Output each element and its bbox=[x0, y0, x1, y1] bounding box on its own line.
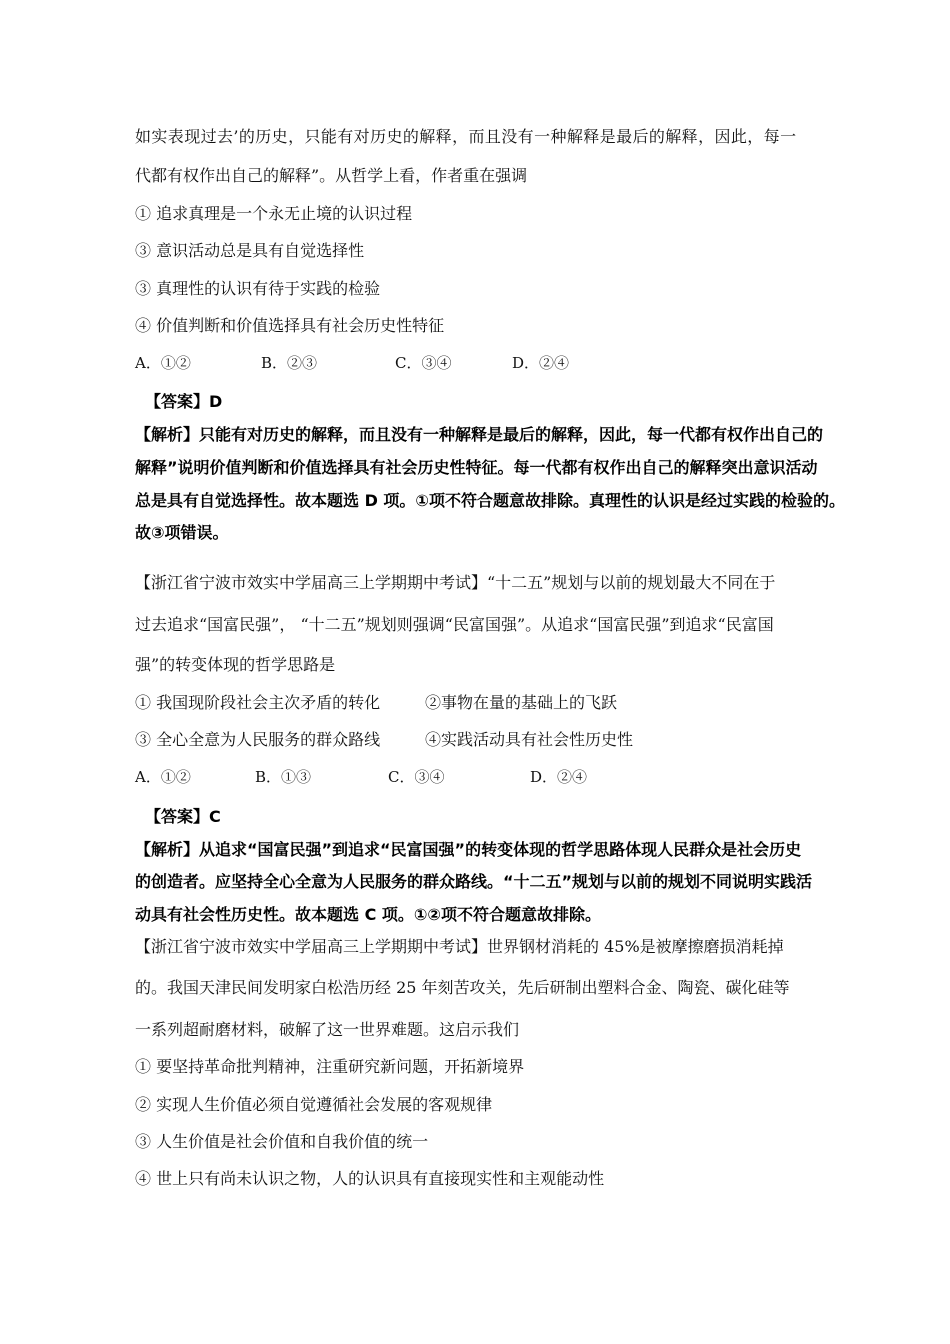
q3-stem-line-1: 【浙江省宁波市效实中学届高三上学期期中考试】世界钢材消耗的 45%是被摩擦磨损消耗掉 bbox=[135, 937, 784, 956]
q1-analysis-line-2: 解释”说明价值判断和价值选择具有社会历史性特征。每一代都有权作出自己的解释突出意识活动 bbox=[135, 458, 818, 477]
q2-option-d: D．②④ bbox=[530, 768, 588, 786]
q1-option-a: A．①② bbox=[135, 354, 191, 372]
q3-stem-line-3: 一系列超耐磨材料，破解了这一世界难题。这启示我们 bbox=[135, 1020, 520, 1039]
q1-stem-line-1: 如实表现过去’的历史，只能有对历史的解释，而且没有一种解释是最后的解释，因此，每一 bbox=[135, 127, 797, 146]
q1-option-d: D．②④ bbox=[512, 354, 570, 372]
q1-item-1: ① 追求真理是一个永无止境的认识过程 bbox=[135, 204, 413, 223]
q1-item-2: ③ 意识活动总是具有自觉选择性 bbox=[135, 241, 365, 260]
q1-answer: 【答案】D bbox=[145, 392, 223, 411]
q2-item-1: ① 我国现阶段社会主次矛盾的转化 bbox=[135, 693, 381, 712]
q2-stem-line-3: 强”的转变体现的哲学思路是 bbox=[135, 655, 336, 674]
q2-stem-line-2: 过去追求“国富民强”， “十二五”规划则强调“民富国强”。从追求“国富民强”到追求“民富国 bbox=[135, 615, 774, 634]
q1-stem-line-2: 代都有权作出自己的解释”。从哲学上看，作者重在强调 bbox=[135, 166, 528, 185]
q3-item-3: ③ 人生价值是社会价值和自我价值的统一 bbox=[135, 1132, 429, 1151]
q1-item-4: ④ 价值判断和价值选择具有社会历史性特征 bbox=[135, 316, 445, 335]
q2-option-c: C．③④ bbox=[388, 768, 445, 786]
q2-analysis-line-1: 【解析】从追求“国富民强”到追求“民富国强”的转变体现的哲学思路体现人民群众是社会历史 bbox=[135, 840, 802, 859]
q2-option-b: B．①③ bbox=[255, 768, 312, 786]
q1-item-3: ③ 真理性的认识有待于实践的检验 bbox=[135, 279, 381, 298]
q1-option-c: C．③④ bbox=[395, 354, 452, 372]
q2-option-a: A．①② bbox=[135, 768, 191, 786]
q1-option-b: B．②③ bbox=[261, 354, 318, 372]
q2-answer: 【答案】C bbox=[145, 807, 221, 826]
q3-item-1: ① 要坚持革命批判精神，注重研究新问题，开拓新境界 bbox=[135, 1057, 525, 1076]
q3-item-2: ② 实现人生价值必须自觉遵循社会发展的客观规律 bbox=[135, 1095, 493, 1114]
q2-item-2: ②事物在量的基础上的飞跃 bbox=[425, 693, 618, 712]
q2-analysis-line-3: 动具有社会性历史性。故本题选 C 项。①②项不符合题意故排除。 bbox=[135, 905, 601, 924]
q2-stem-line-1: 【浙江省宁波市效实中学届高三上学期期中考试】“十二五”规划与以前的规划最大不同在于 bbox=[135, 573, 776, 592]
q2-item-3: ③ 全心全意为人民服务的群众路线 bbox=[135, 730, 381, 749]
q3-item-4: ④ 世上只有尚未认识之物，人的认识具有直接现实性和主观能动性 bbox=[135, 1169, 605, 1188]
q1-analysis-line-3: 总是具有自觉选择性。故本题选 D 项。①项不符合题意故排除。真理性的认识是经过实践的检验的。 bbox=[135, 491, 845, 510]
q1-analysis-line-1: 【解析】只能有对历史的解释，而且没有一种解释是最后的解释，因此，每一代都有权作出自己的 bbox=[135, 425, 824, 444]
q3-stem-line-2: 的。我国天津民间发明家白松浩历经 25 年刻苦攻关，先后研制出塑料合金、陶瓷、碳化硅等 bbox=[135, 978, 790, 997]
q1-analysis-line-4: 故③项错误。 bbox=[135, 523, 229, 542]
q2-item-4: ④实践活动具有社会性历史性 bbox=[425, 730, 634, 749]
q2-analysis-line-2: 的创造者。应坚持全心全意为人民服务的群众路线。“十二五”规划与以前的规划不同说明实践活 bbox=[135, 872, 813, 891]
